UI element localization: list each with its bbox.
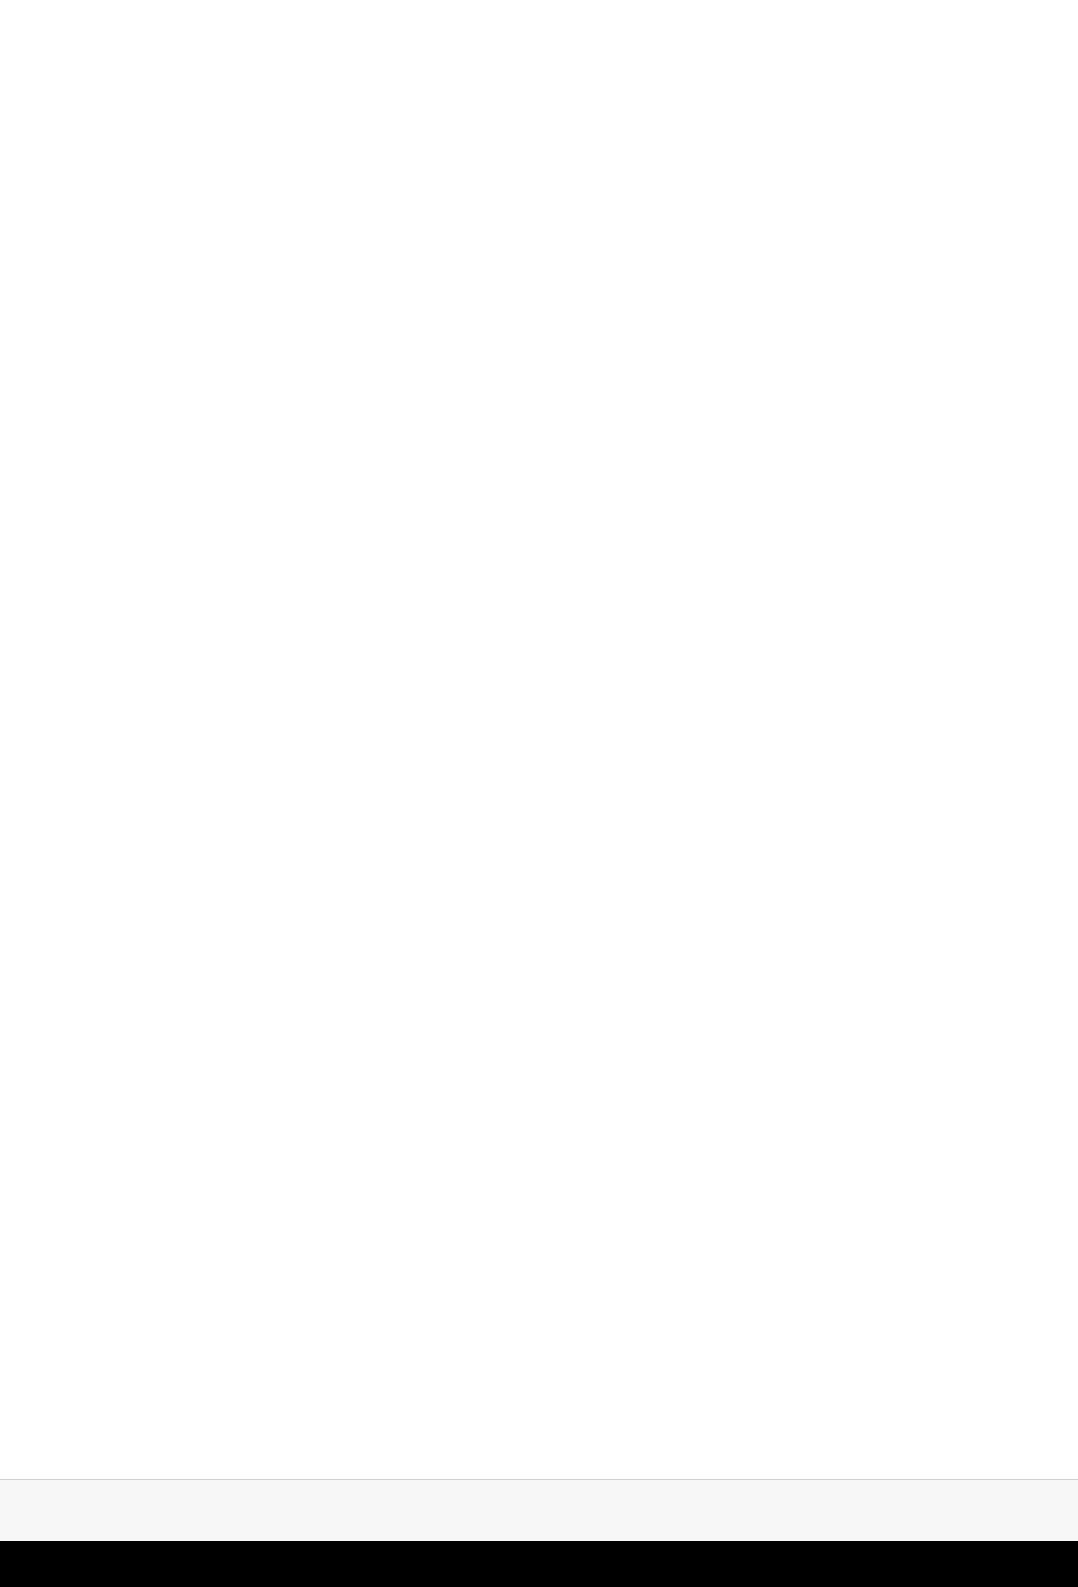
sheet-tab-bar — [0, 1479, 1078, 1542]
row-number-column — [0, 0, 76, 1490]
title-cell[interactable] — [76, 0, 1002, 164]
system-nav-bar — [0, 1541, 1078, 1587]
